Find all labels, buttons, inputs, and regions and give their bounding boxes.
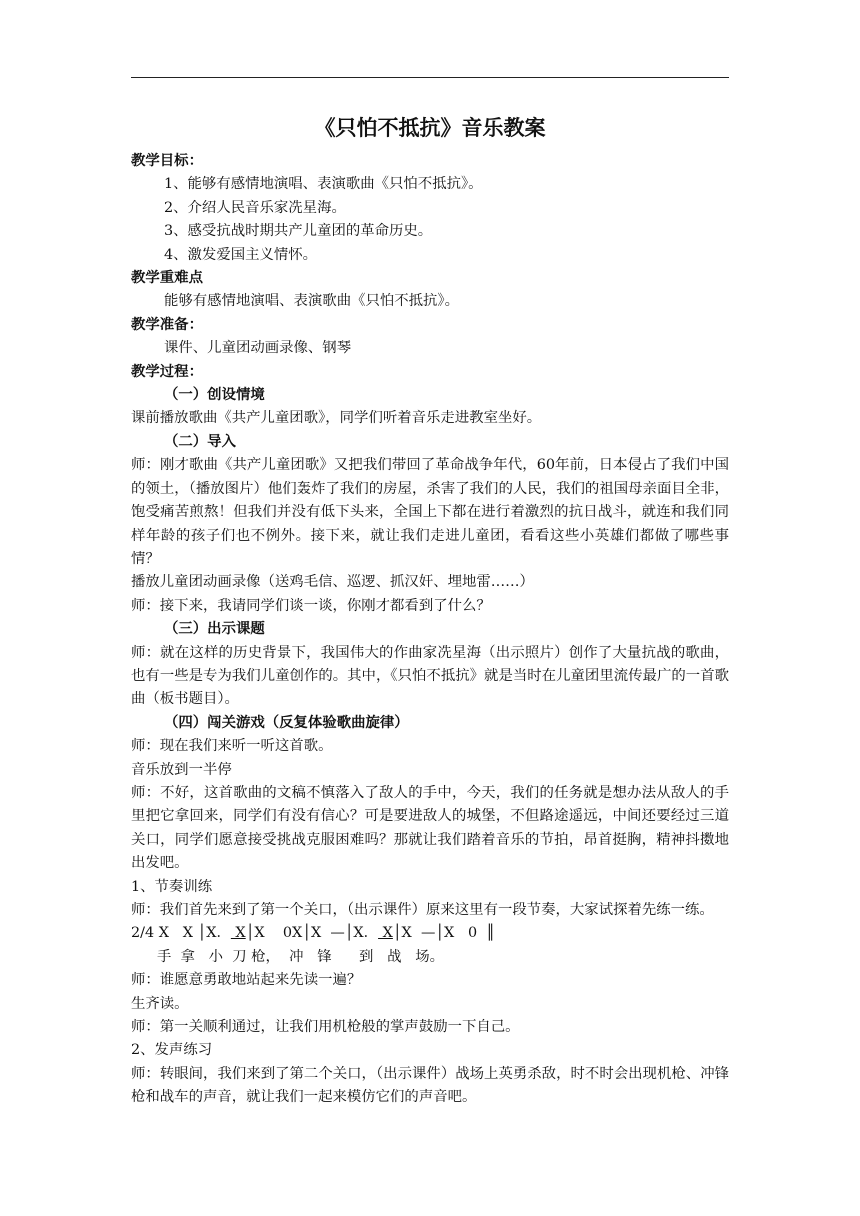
paragraph: 师：现在我们来听一听这首歌。 — [131, 738, 333, 755]
paragraph: 课前播放歌曲《共产儿童团歌》，同学们听着音乐走进教室坐好。 — [131, 410, 542, 427]
section-heading-1: （一）创设情境 — [164, 387, 265, 404]
paragraph: 播放儿童团动画录像（送鸡毛信、巡逻、抓汉奸、埋地雷……） — [131, 574, 534, 591]
document-body — [131, 112, 729, 1110]
paragraph: 师：接下来，我请同学们谈一谈，你刚才都看到了什么？ — [131, 597, 491, 614]
paragraph: 师：谁愿意勇敢地站起来先读一遍？ — [131, 972, 362, 989]
process-heading: 教学过程： — [131, 363, 203, 380]
preparation-heading: 教学准备： — [131, 316, 203, 333]
paragraph: 师：刚才歌曲《共产儿童团歌》又把我们带回了革命战争年代，60年前，日本侵占了我们中国的领土，（播放图片）他们轰炸了我们的房屋，杀害了我们的人民，我们的祖国母亲面目全非，饱受痛苦煎熬！但我们并没有低下头来，全国上下都在进行着激烈的抗日战斗，就连和我们同样年龄的孩子们也不例外。接下来，就让我们走进儿童团，看看这些小英雄们都做了哪些事情？ — [131, 457, 729, 567]
goal-item: 4、激发爱国主义情怀。 — [164, 246, 318, 263]
time-signature: 2/4 — [131, 925, 155, 942]
key-points-heading: 教学重难点 — [131, 270, 203, 287]
paragraph: 师：就在这样的历史背景下，我国伟大的作曲家冼星海（出示照片）创作了大量抗战的歌曲，也有一些是专为我们儿童创作的。其中，《只怕不抵抗》就是当时在儿童团里流传最广的一首歌曲（板书题目）。 — [131, 644, 729, 708]
preparation-text: 课件、儿童团动画录像、钢琴 — [164, 340, 352, 357]
goal-item: 3、感受抗战时期共产儿童团的革命历史。 — [164, 223, 433, 240]
section-heading-3: （三）出示课题 — [164, 621, 265, 638]
rhythm-score: 2/4 X X │X． X│X 0X│X —│X． X│X —│X 0 ║ — [131, 925, 495, 942]
paragraph: 音乐放到一半停 — [131, 761, 232, 778]
document-title: 《只怕不抵抗》音乐教案 — [314, 116, 546, 140]
list-item-vocal: 2、发声练习 — [131, 1042, 213, 1059]
paragraph: 师：第一关顺利通过，让我们用机枪般的掌声鼓励一下自己。 — [131, 1019, 520, 1036]
list-item-rhythm: 1、节奏训练 — [131, 878, 213, 895]
goal-item: 2、介绍人民音乐家冼星海。 — [164, 199, 346, 216]
key-points-text: 能够有感情地演唱、表演歌曲《只怕不抵抗》。 — [164, 293, 460, 310]
paragraph: 生齐读。 — [131, 995, 189, 1012]
paragraph: 师：不好，这首歌曲的文稿不慎落入了敌人的手中，今天，我们的任务就是想办法从敌人的手里把它拿回来，同学们有没有信心？可是要进敌人的城堡，不但路途遥远，中间还要经过三道关口，同学们愿意接受挑战克服困难吗？那就让我们踏着音乐的节拍，昂首挺胸，精神抖擞地出发吧。 — [131, 784, 729, 872]
paragraph: 师：我们首先来到了第一个关口，（出示课件）原来这里有一段节奏，大家试探着先练一练。 — [131, 902, 714, 918]
section-heading-2: （二）导入 — [164, 433, 236, 450]
paragraph: 师：转眼间，我们来到了第二个关口，（出示课件）战场上英勇杀敌，时不时会出现机枪、冲锋枪和战车的声音，就让我们一起来模仿它们的声音吧。 — [131, 1065, 729, 1106]
goals-heading: 教学目标： — [131, 153, 203, 169]
goal-item: 1、能够有感情地演唱、表演歌曲《只怕不抵抗》。 — [164, 176, 483, 193]
section-heading-4: （四）闯关游戏（反复体验歌曲旋律） — [164, 714, 409, 731]
rhythm-lyrics: 手 拿 小 刀 枪， 冲 锋 到 战 场。 — [157, 948, 445, 965]
header-rule — [131, 77, 729, 78]
